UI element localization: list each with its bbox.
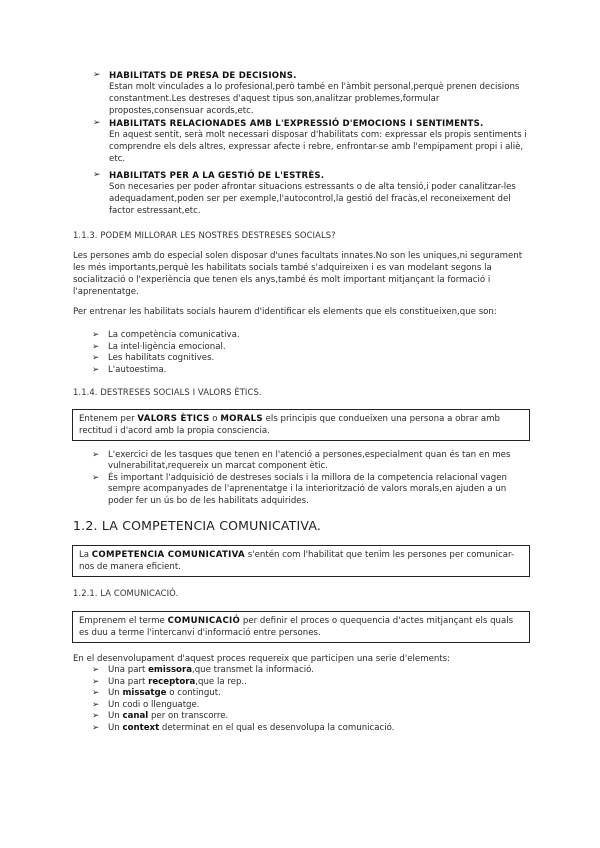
list-item: ➢ Una part receptora,que la rep..	[92, 676, 247, 687]
definition-box-values: Entenem per VALORS ÈTICS o MORALS els principis que condueixen una persona a obrar amb rectitud i d'acord amb la propia consciencia.	[72, 409, 530, 441]
term-valors-etics: VALORS ÈTICS	[137, 414, 210, 424]
bullet-body: En aquest sentit, serà molt necessari disposar d'habilitats com: expressar els propis sentiments i comprendre els dels altres, expressar afecte i rebre, enfrontar-se amb l'empipament propi i aliè, etc.	[109, 130, 527, 164]
bullet-body: Estan molt vinculades a lo profesional,però també en l'àmbit personal,perquè prenen decisions constantment.Les destreses d'aquest tipus son,analitzar problemes,formular propostes,consensuar acords,etc.	[109, 82, 520, 116]
arrow-icon: ➢	[92, 341, 100, 352]
list-item: ➢ Un canal per on transcorre.	[92, 711, 229, 722]
arrow-icon: ➢	[92, 722, 100, 733]
elements-list	[92, 330, 532, 376]
bullet-decision	[93, 70, 533, 118]
section-heading-114: 1.1.4. DESTRESES SOCIALS I VALORS ÈTICS.	[73, 387, 262, 397]
arrow-icon: ➢	[93, 70, 101, 80]
list-item: ➢ És important l'adquisició de destreses socials i la millora de la competencia relacional vagen sempre acompanyades de l'aprenentatge i la interiorització de valors morals,en ajuden a un poder fer un ús bo de les habilitats adquirides.	[92, 472, 507, 506]
term-morals: MORALS	[220, 414, 263, 424]
paragraph-process: En el desenvolupament d'aquest proces requereix que participen una serie d'elements:	[73, 654, 451, 664]
definition-box-comunicacio: Emprenem el terme COMUNICACIÓ per definir el proces o quequencia d'actes mitjançant els quals es duu a terme l'intercanvi d'informació entre persones.	[72, 611, 530, 643]
bullet-heading: HABILITATS RELACIONADES AMB L'EXPRESSIÓ D'EMOCIONS I SENTIMENTS.	[109, 119, 484, 129]
arrow-icon: ➢	[92, 450, 100, 460]
bullet-emotions	[93, 118, 533, 166]
bullet-stress	[93, 170, 533, 218]
ethics-list	[92, 450, 532, 507]
list-item: ➢ Un context determinat en el qual es desenvolupa la comunicació.	[92, 722, 395, 733]
list-item: ➢ Una part emissora,que transmet la informació.	[92, 665, 314, 675]
paragraph-innate: Les persones amb do especial solen disposar d'unes facultats innates.No son les uniques,ni segurament les més importants,perquè les habilitats socials també s'adquireixen i es van modelant segons la socialització o l'experiència que tenen els anys,també és molt important mitjançant la formació i l'aprenentatge.	[73, 251, 523, 297]
list-item: ➢ L'autoestima.	[92, 364, 167, 375]
arrow-icon: ➢	[92, 353, 100, 364]
list-item: ➢ Un missatge o contingut.	[92, 688, 221, 699]
arrow-icon: ➢	[92, 699, 100, 710]
arrow-icon: ➢	[92, 330, 100, 340]
list-item: ➢ La intel·ligència emocional.	[92, 341, 226, 352]
section-heading-121: 1.2.1. LA COMUNICACIÓ.	[73, 588, 179, 598]
communication-elements-list	[92, 665, 532, 735]
arrow-icon: ➢	[93, 170, 101, 180]
bullet-body: Son necesaries per poder afrontar situacions estressants o de alta tensió,i poder canalitzar-les adequadament,poden ser per exemple,l'autocontrol,la gestió del fracàs,el reconeixement del factor estressant,etc.	[109, 182, 516, 216]
arrow-icon: ➢	[92, 676, 100, 687]
section-heading-12: 1.2. LA COMPETENCIA COMUNICATIVA.	[73, 518, 322, 533]
bullet-heading: HABILITATS DE PRESA DE DECISIONS.	[109, 71, 297, 81]
paragraph-elements-intro: Per entrenar les habilitats socials haurem d'identificar els elements que els constitueixen,que son:	[73, 307, 497, 317]
list-item: ➢ La competència comunicativa.	[92, 330, 240, 340]
section-heading-113: 1.1.3. PODEM MILLORAR LES NOSTRES DESTRESES SOCIALS?	[73, 230, 336, 240]
arrow-icon: ➢	[92, 472, 100, 483]
arrow-icon: ➢	[92, 364, 100, 375]
list-item: ➢ Un codi o llenguatge.	[92, 699, 200, 710]
arrow-icon: ➢	[93, 118, 101, 128]
list-item: ➢ L'exercici de les tasques que tenen en l'atenció a persones,especialment quan és tan en mes vulnerabilitat,requereix un marcat component ètic.	[92, 450, 511, 472]
list-item: ➢ Les habilitats cognitives.	[92, 353, 215, 364]
term-competencia: COMPETENCIA COMUNICATIVA	[91, 550, 246, 560]
arrow-icon: ➢	[92, 665, 100, 675]
term-comunicacio: COMUNICACIÓ	[167, 616, 241, 626]
arrow-icon: ➢	[92, 688, 100, 699]
definition-box-competencia: La COMPETENCIA COMUNICATIVA s'entén com l'habilitat que tenim les persones per comunicar-nos de manera eficient.	[72, 545, 530, 577]
arrow-icon: ➢	[92, 711, 100, 722]
bullet-heading: HABILITATS PER A LA GESTIÓ DE L'ESTRÈS.	[109, 171, 325, 181]
